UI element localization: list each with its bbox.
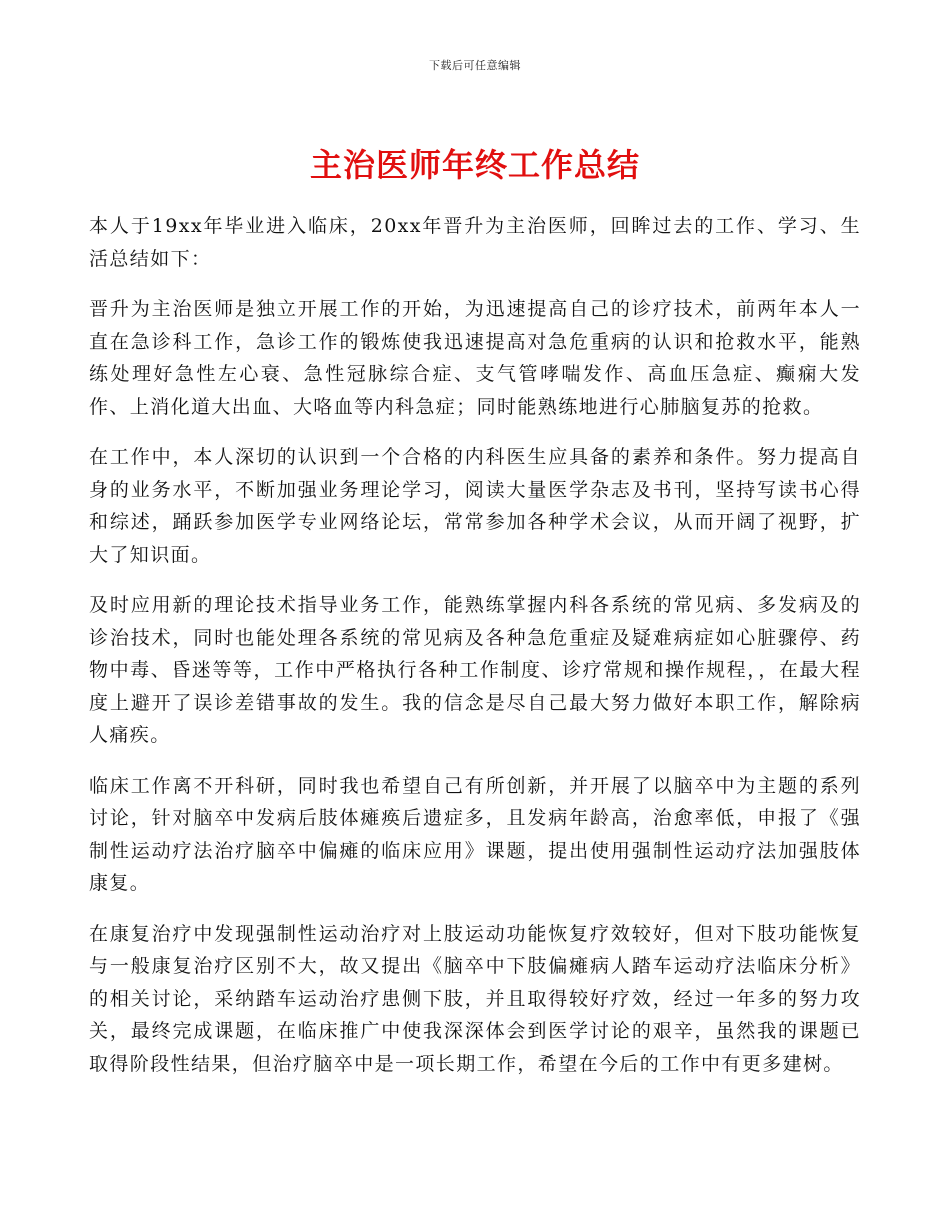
paragraph-intro: 本人于19xx年毕业进入临床，20xx年晋升为主治医师，回眸过去的工作、学习、生活总结如下：: [89, 215, 861, 270]
document-body: [89, 210, 861, 1098]
paragraph-emergency-work: 晋升为主治医师是独立开展工作的开始，为迅速提高自己的诊疗技术，前两年本人一直在急诊科工作，急诊工作的锻炼使我迅速提高对急危重病的认识和抢救水平，能熟练处理好急性左心衰、急性冠脉综合症、支气管哮喘发作、高血压急症、癫痫大发作、上消化道大出血、大咯血等内科急症；同时能熟练地进行心肺脑复苏的抢救。: [89, 298, 861, 418]
page-title: 主治医师年终工作总结: [309, 146, 640, 184]
header-note: 下载后可任意编辑: [429, 59, 521, 72]
paragraph-research: 临床工作离不开科研，同时我也希望自己有所创新，并开展了以脑卒中为主题的系列讨论，针对脑卒中发病后肢体瘫痪后遗症多，且发病年龄高，治愈率低，申报了《强制性运动疗法治疗脑卒中偏瘫的临床应用》课题，提出使用强制性运动疗法加强肢体康复。: [89, 774, 861, 894]
paragraph-rehabilitation: 在康复治疗中发现强制性运动治疗对上肢运动功能恢复疗效较好，但对下肢功能恢复与一般康复治疗区别不大，故又提出《脑卒中下肢偏瘫病人踏车运动疗法临床分析》的相关讨论，采纳踏车运动治疗患侧下肢，并且取得较好疗效，经过一年多的努力攻关，最终完成课题，在临床推广中使我深深体会到医学讨论的艰辛，虽然我的课题已取得阶段性结果，但治疗脑卒中是一项长期工作，希望在今后的工作中有更多建树。: [89, 922, 861, 1075]
paragraph-self-improvement: 在工作中，本人深切的认识到一个合格的内科医生应具备的素养和条件。努力提高自身的业务水平，不断加强业务理论学习，阅读大量医学杂志及书刊，坚持写读书心得和综述，踊跃参加医学专业网络论坛，常常参加各种学术会议，从而开阔了视野，扩大了知识面。: [89, 446, 861, 566]
paragraph-clinical-practice: 及时应用新的理论技术指导业务工作，能熟练掌握内科各系统的常见病、多发病及的诊治技术，同时也能处理各系统的常见病及各种急危重症及疑难病症如心脏骤停、药物中毒、昏迷等等，工作中严格执行各种工作制度、诊疗常规和操作规程，，在最大程度上避开了误诊差错事故的发生。我的信念是尽自己最大努力做好本职工作，解除病人痛疾。: [89, 594, 861, 746]
